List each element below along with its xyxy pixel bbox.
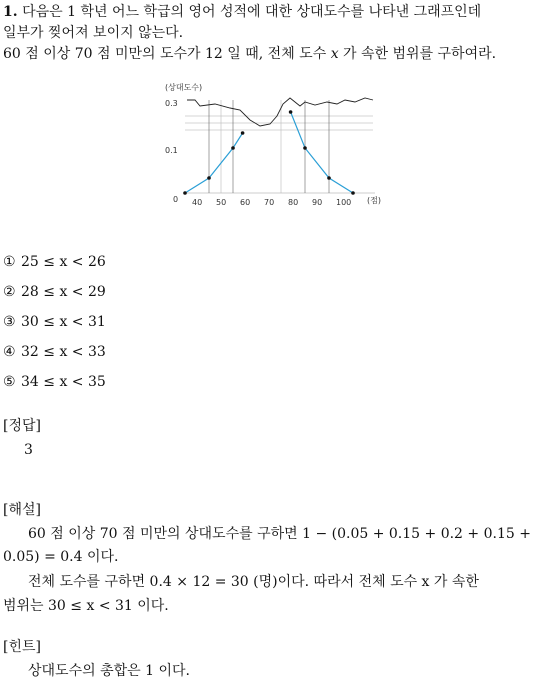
question-text-3a: 60 점 이상 70 점 미만의 도수가 12 일 때, 전체 도수: [3, 46, 331, 62]
solution-label: [해설]: [3, 502, 41, 518]
x-tick-70: 70: [264, 198, 275, 207]
hint-text: 상대도수의 총합은 1 이다.: [28, 663, 190, 679]
x-tick-80: 80: [288, 198, 299, 207]
x-tick-labels: [192, 198, 351, 207]
choice-text: 28 ≤ x < 29: [21, 284, 106, 300]
solution-line-2: 0.05) = 0.4 이다.: [3, 549, 119, 565]
answer-value: 3: [24, 442, 33, 458]
x-tick-40: 40: [192, 198, 203, 207]
choice-number: ④: [3, 344, 16, 360]
data-point: [231, 146, 235, 150]
choice-text: 25 ≤ x < 26: [21, 254, 106, 270]
y-tick-0.3: 0.3: [165, 99, 178, 108]
question-text-1: 다음은 1 학년 어느 학급의 영어 성적에 대한 상대도수를 나타낸 그래프인데: [22, 4, 482, 20]
answer-label: [정답]: [3, 418, 41, 434]
torn-edge: [187, 98, 373, 126]
choice-number: ⑤: [3, 374, 16, 390]
solution-line-1: 60 점 이상 70 점 미만의 상대도수를 구하면 1 − (0.05 + 0.15 + 0.2 + 0.15 +: [28, 526, 531, 542]
question-text-2: 일부가 찢어져 보이지 않는다.: [3, 25, 184, 41]
choice-text: 34 ≤ x < 35: [21, 374, 106, 390]
x-tick-90: 90: [312, 198, 323, 207]
question-variable: x: [330, 46, 339, 62]
choice-1[interactable]: [3, 252, 106, 272]
data-point: [351, 191, 355, 195]
data-point: [183, 191, 187, 195]
question-text-3b: 가 속한 범위를 구하여라.: [338, 46, 497, 62]
choice-4[interactable]: [3, 342, 106, 362]
choice-text: 30 ≤ x < 31: [21, 314, 106, 330]
data-point: [327, 176, 331, 180]
question-line-3: [3, 44, 496, 64]
series-right-segment: [291, 112, 353, 193]
series-left-segment: [185, 133, 243, 193]
question-line-2: [3, 23, 183, 43]
y-axis-label: (상대도수): [165, 83, 203, 92]
x-tick-100: 100: [336, 198, 352, 207]
question-number: 1.: [3, 4, 18, 20]
hint-label: [힌트]: [3, 639, 41, 655]
data-point: [289, 110, 293, 114]
choice-number: ②: [3, 284, 16, 300]
choice-text: 32 ≤ x < 33: [21, 344, 106, 360]
choice-2[interactable]: [3, 282, 106, 302]
y-tick-0: 0: [173, 195, 179, 204]
data-point: [303, 146, 307, 150]
choice-5[interactable]: [3, 372, 106, 392]
frequency-polygon-figure: [155, 78, 395, 218]
question-line-1: [3, 2, 481, 22]
choice-number: ③: [3, 314, 16, 330]
choice-3[interactable]: [3, 312, 106, 332]
y-tick-0.1: 0.1: [165, 146, 178, 155]
x-tick-60: 60: [240, 198, 251, 207]
data-point: [207, 176, 211, 180]
choice-number: ①: [3, 254, 16, 270]
vertical-grid: [209, 100, 329, 193]
x-axis-unit: (점): [367, 196, 381, 205]
data-point: [241, 131, 245, 135]
x-tick-50: 50: [216, 198, 227, 207]
solution-line-4: 범위는 30 ≤ x < 31 이다.: [3, 598, 169, 614]
solution-line-3: 전체 도수를 구하면 0.4 × 12 = 30 (명)이다. 따라서 전체 도수 x 가 속한: [28, 574, 479, 590]
